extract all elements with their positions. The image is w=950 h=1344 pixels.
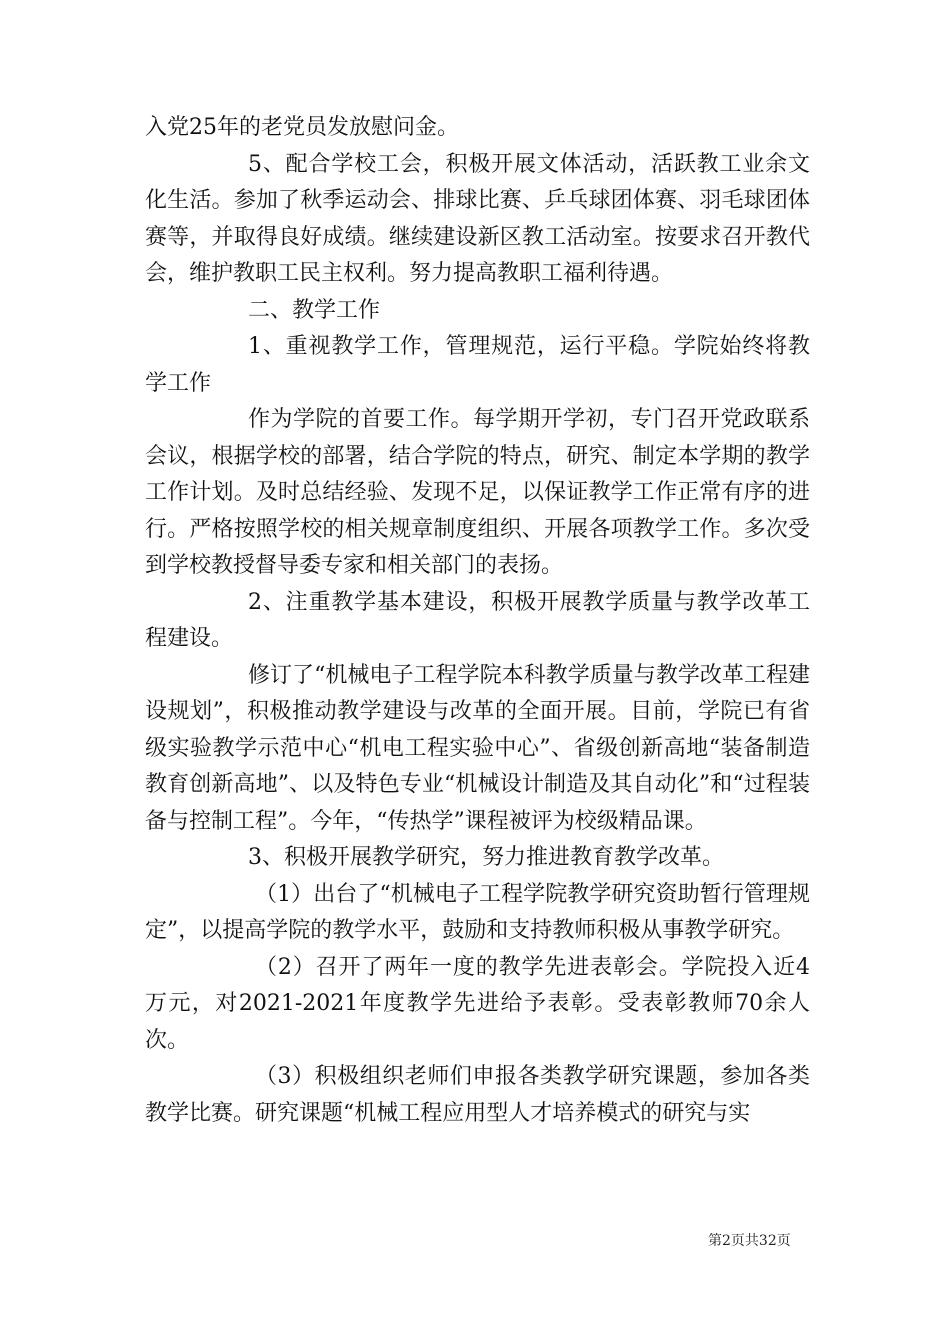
paragraph-item-2-body: 修订了“机械电子工程学院本科教学质量与教学改革工程建设规划”，积极推动教学建设与改革的全面开展。目前，学院已有省级实验教学示范中心“机电工程实验中心”、省级创新高地“装备制造教育创新高地”、以及特色专业“机械设计制造及其自动化”和“过程装备与控制工程”。今年，“传热学”课程被评为校级精品课。 [145, 662, 810, 834]
paragraph-subitem-2: （2）召开了两年一度的教学先进表彰会。学院投入近4万元，对2021-2021年度教学先进给予表彰。受表彰教师70余人次。 [145, 954, 810, 1053]
paragraph-item-3: 3、积极开展教学研究，努力推进教育教学改革。 [248, 845, 724, 870]
paragraph-item-2: 2、注重教学基本建设，积极开展教学质量与教学改革工程建设。 [145, 589, 810, 651]
document-body [145, 110, 810, 1132]
paragraph-subitem-3: （3）积极组织老师们申报各类教学研究课题，参加各类教学比赛。研究课题“机械工程应用型人才培养模式的研究与实 [145, 1064, 810, 1126]
paragraph-continuation: 入党25年的老党员发放慰问金。 [145, 115, 459, 140]
section-heading-teaching: 二、教学工作 [248, 297, 381, 323]
paragraph-subitem-1: （1）出台了“机械电子工程学院教学研究资助暂行管理规定”，以提高学院的教学水平，鼓励和支持教师积极从事教学研究。 [145, 881, 810, 943]
paragraph-item-1: 1、重视教学工作，管理规范，运行平稳。学院始终将教学工作 [145, 334, 810, 396]
page-number: 第2页共32页 [708, 1233, 791, 1249]
paragraph-item-5: 5、配合学校工会，积极开展文体活动，活跃教工业余文化生活。参加了秋季运动会、排球比赛、乒乓球团体赛、羽毛球团体赛等，并取得良好成绩。继续建设新区教工活动室。按要求召开教代会，维护教职工民主权利。努力提高教职工福利待遇。 [145, 151, 810, 286]
paragraph-item-1-body: 作为学院的首要工作。每学期开学初，专门召开党政联系会议，根据学校的部署，结合学院的特点，研究、制定本学期的教学工作计划。及时总结经验、发现不足，以保证教学工作正常有序的进行。严格按照学校的相关规章制度组织、开展各项教学工作。多次受到学校教授督导委专家和相关部门的表扬。 [145, 407, 810, 578]
